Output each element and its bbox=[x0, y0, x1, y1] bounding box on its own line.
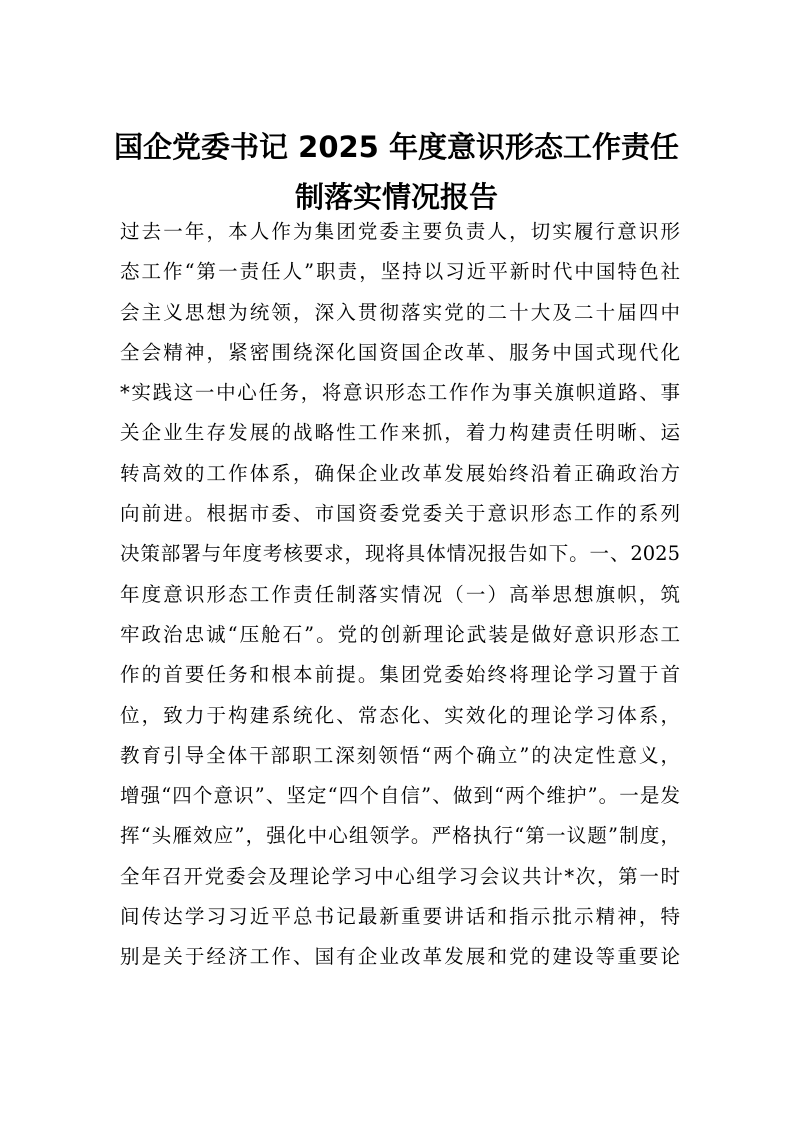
body-line: 决策部署与年度考核要求，现将具体情况报告如下。一、2025 bbox=[120, 542, 680, 566]
body-line: 过去一年，本人作为集团党委主要负责人，切实履行意识形 bbox=[120, 220, 680, 243]
body-line: 位，致力于构建系统化、常态化、实效化的理论学习体系， bbox=[120, 703, 680, 727]
title-line: 制落实情况报告 bbox=[294, 180, 498, 214]
body-line: 向前进。根据市委、市国资委党委关于意识形态工作的系列 bbox=[120, 502, 680, 526]
body-line: 全年召开党委会及理论学习中心组学习会议共计*次，第一时 bbox=[120, 864, 680, 888]
body-line: 态工作“第一责任人”职责，坚持以习近平新时代中国特色社 bbox=[120, 260, 680, 284]
body-line: 转高效的工作体系，确保企业改革发展始终沿着正确政治方 bbox=[120, 461, 680, 485]
body-line: 教育引导全体干部职工深刻领悟“两个确立”的决定性意义， bbox=[120, 743, 680, 767]
body-line: 增强“四个意识”、坚定“四个自信”、做到“两个维护”。一是发 bbox=[120, 784, 680, 808]
body-line: 别是关于经济工作、国有企业改革发展和党的建设等重要论 bbox=[120, 945, 680, 969]
body-line: 全会精神，紧密围绕深化国资国企改革、服务中国式现代化 bbox=[120, 340, 680, 364]
body-line: 年度意识形态工作责任制落实情况（一）高举思想旗帜，筑 bbox=[120, 582, 680, 606]
body-line: 会主义思想为统领，深入贯彻落实党的二十大及二十届四中 bbox=[120, 300, 680, 324]
body-line: 间传达学习习近平总书记最新重要讲话和指示批示精神，特 bbox=[120, 905, 680, 929]
body-line: 挥“头雁效应”，强化中心组领学。严格执行“第一议题”制度， bbox=[120, 824, 680, 848]
document-title bbox=[100, 122, 693, 222]
body-line: 牢政治忠诚“压舱石”。党的创新理论武装是做好意识形态工 bbox=[120, 622, 680, 646]
document-body bbox=[120, 212, 680, 978]
body-line: 作的首要任务和根本前提。集团党委始终将理论学习置于首 bbox=[120, 663, 680, 687]
body-line: *实践这一中心任务，将意识形态工作作为事关旗帜道路、事 bbox=[120, 381, 680, 405]
title-line: 国企党委书记 2025 年度意识形态工作责任 bbox=[114, 130, 679, 164]
body-line: 关企业生存发展的战略性工作来抓，着力构建责任明晰、运 bbox=[120, 421, 680, 445]
